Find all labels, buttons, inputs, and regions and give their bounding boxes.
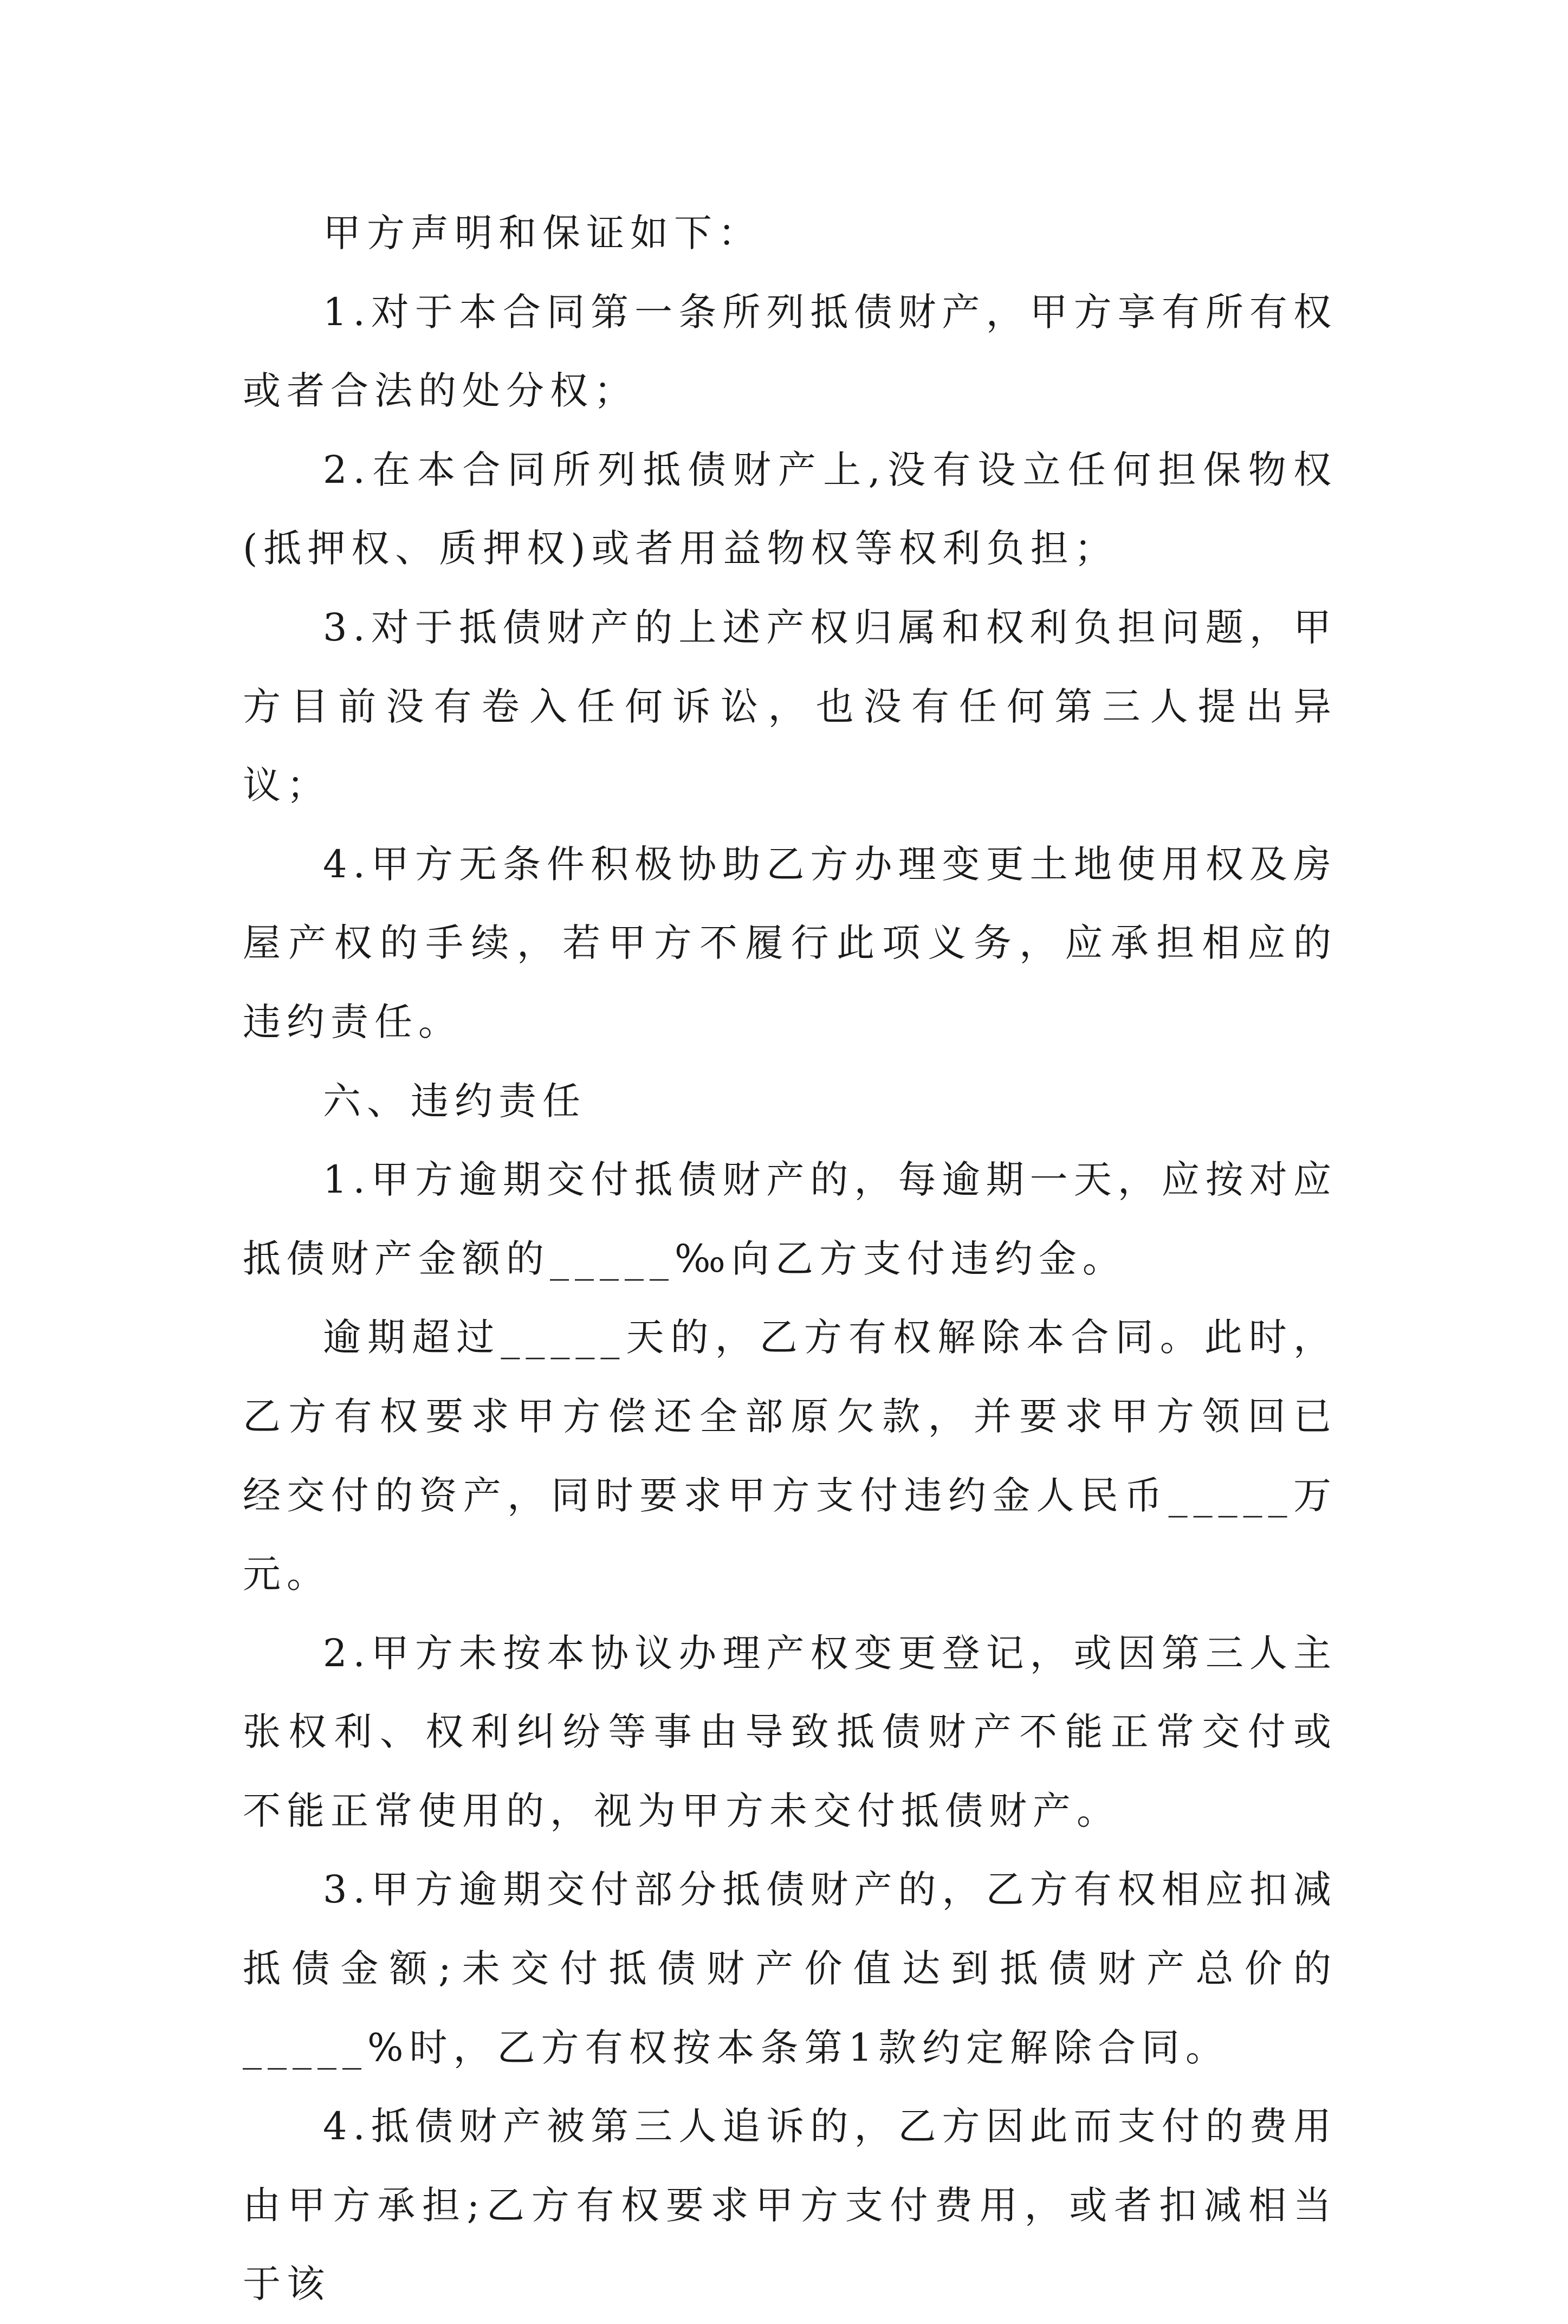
paragraph-declaration-intro: 甲方声明和保证如下： [323,211,762,255]
paragraph-warranty-2: 2.在本合同所列抵债财产上,没有设立任何担保物权(抵押权、质押权)或者用益物权等权利负担； [243,447,1337,571]
document-body [243,194,1337,2324]
paragraph-breach-3: 3.甲方逾期交付部分抵债财产的，乙方有权相应扣减抵债金额;未交付抵债财产价值达到抵债财产总价的_____%时，乙方有权按本条第1款约定解除合同。 [243,1867,1337,2070]
paragraph-breach-2: 2.甲方未按本协议办理产权变更登记，或因第三人主张权利、权利纠纷等事由导致抵债财产不能正常交付或不能正常使用的，视为甲方未交付抵债财产。 [243,1630,1337,1833]
paragraph-breach-1-overdue: 逾期超过_____天的，乙方有权解除本合同。此时，乙方有权要求甲方偿还全部原欠款，并要求甲方领回已经交付的资产，同时要求甲方支付违约金人民币_____万元。 [243,1315,1337,1597]
paragraph-warranty-3: 3.对于抵债财产的上述产权归属和权利负担问题，甲方目前没有卷入任何诉讼，也没有任何第三人提出异议； [243,605,1337,808]
paragraph-warranty-4: 4.甲方无条件积极协助乙方办理变更土地使用权及房屋产权的手续，若甲方不履行此项义务，应承担相应的违约责任。 [243,841,1337,1044]
paragraph-breach-4: 4.抵债财产被第三人追诉的，乙方因此而支付的费用由甲方承担;乙方有权要求甲方支付费用，或者扣减相当于该 [243,2104,1337,2307]
paragraph-warranty-1: 1.对于本合同第一条所列抵债财产，甲方享有所有权或者合法的处分权； [243,289,1337,413]
paragraph-breach-1: 1.甲方逾期交付抵债财产的，每逾期一天，应按对应抵债财产金额的_____‰向乙方支付违约金。 [243,1157,1337,1281]
section-heading-breach-liability: 六、违约责任 [323,1078,586,1123]
